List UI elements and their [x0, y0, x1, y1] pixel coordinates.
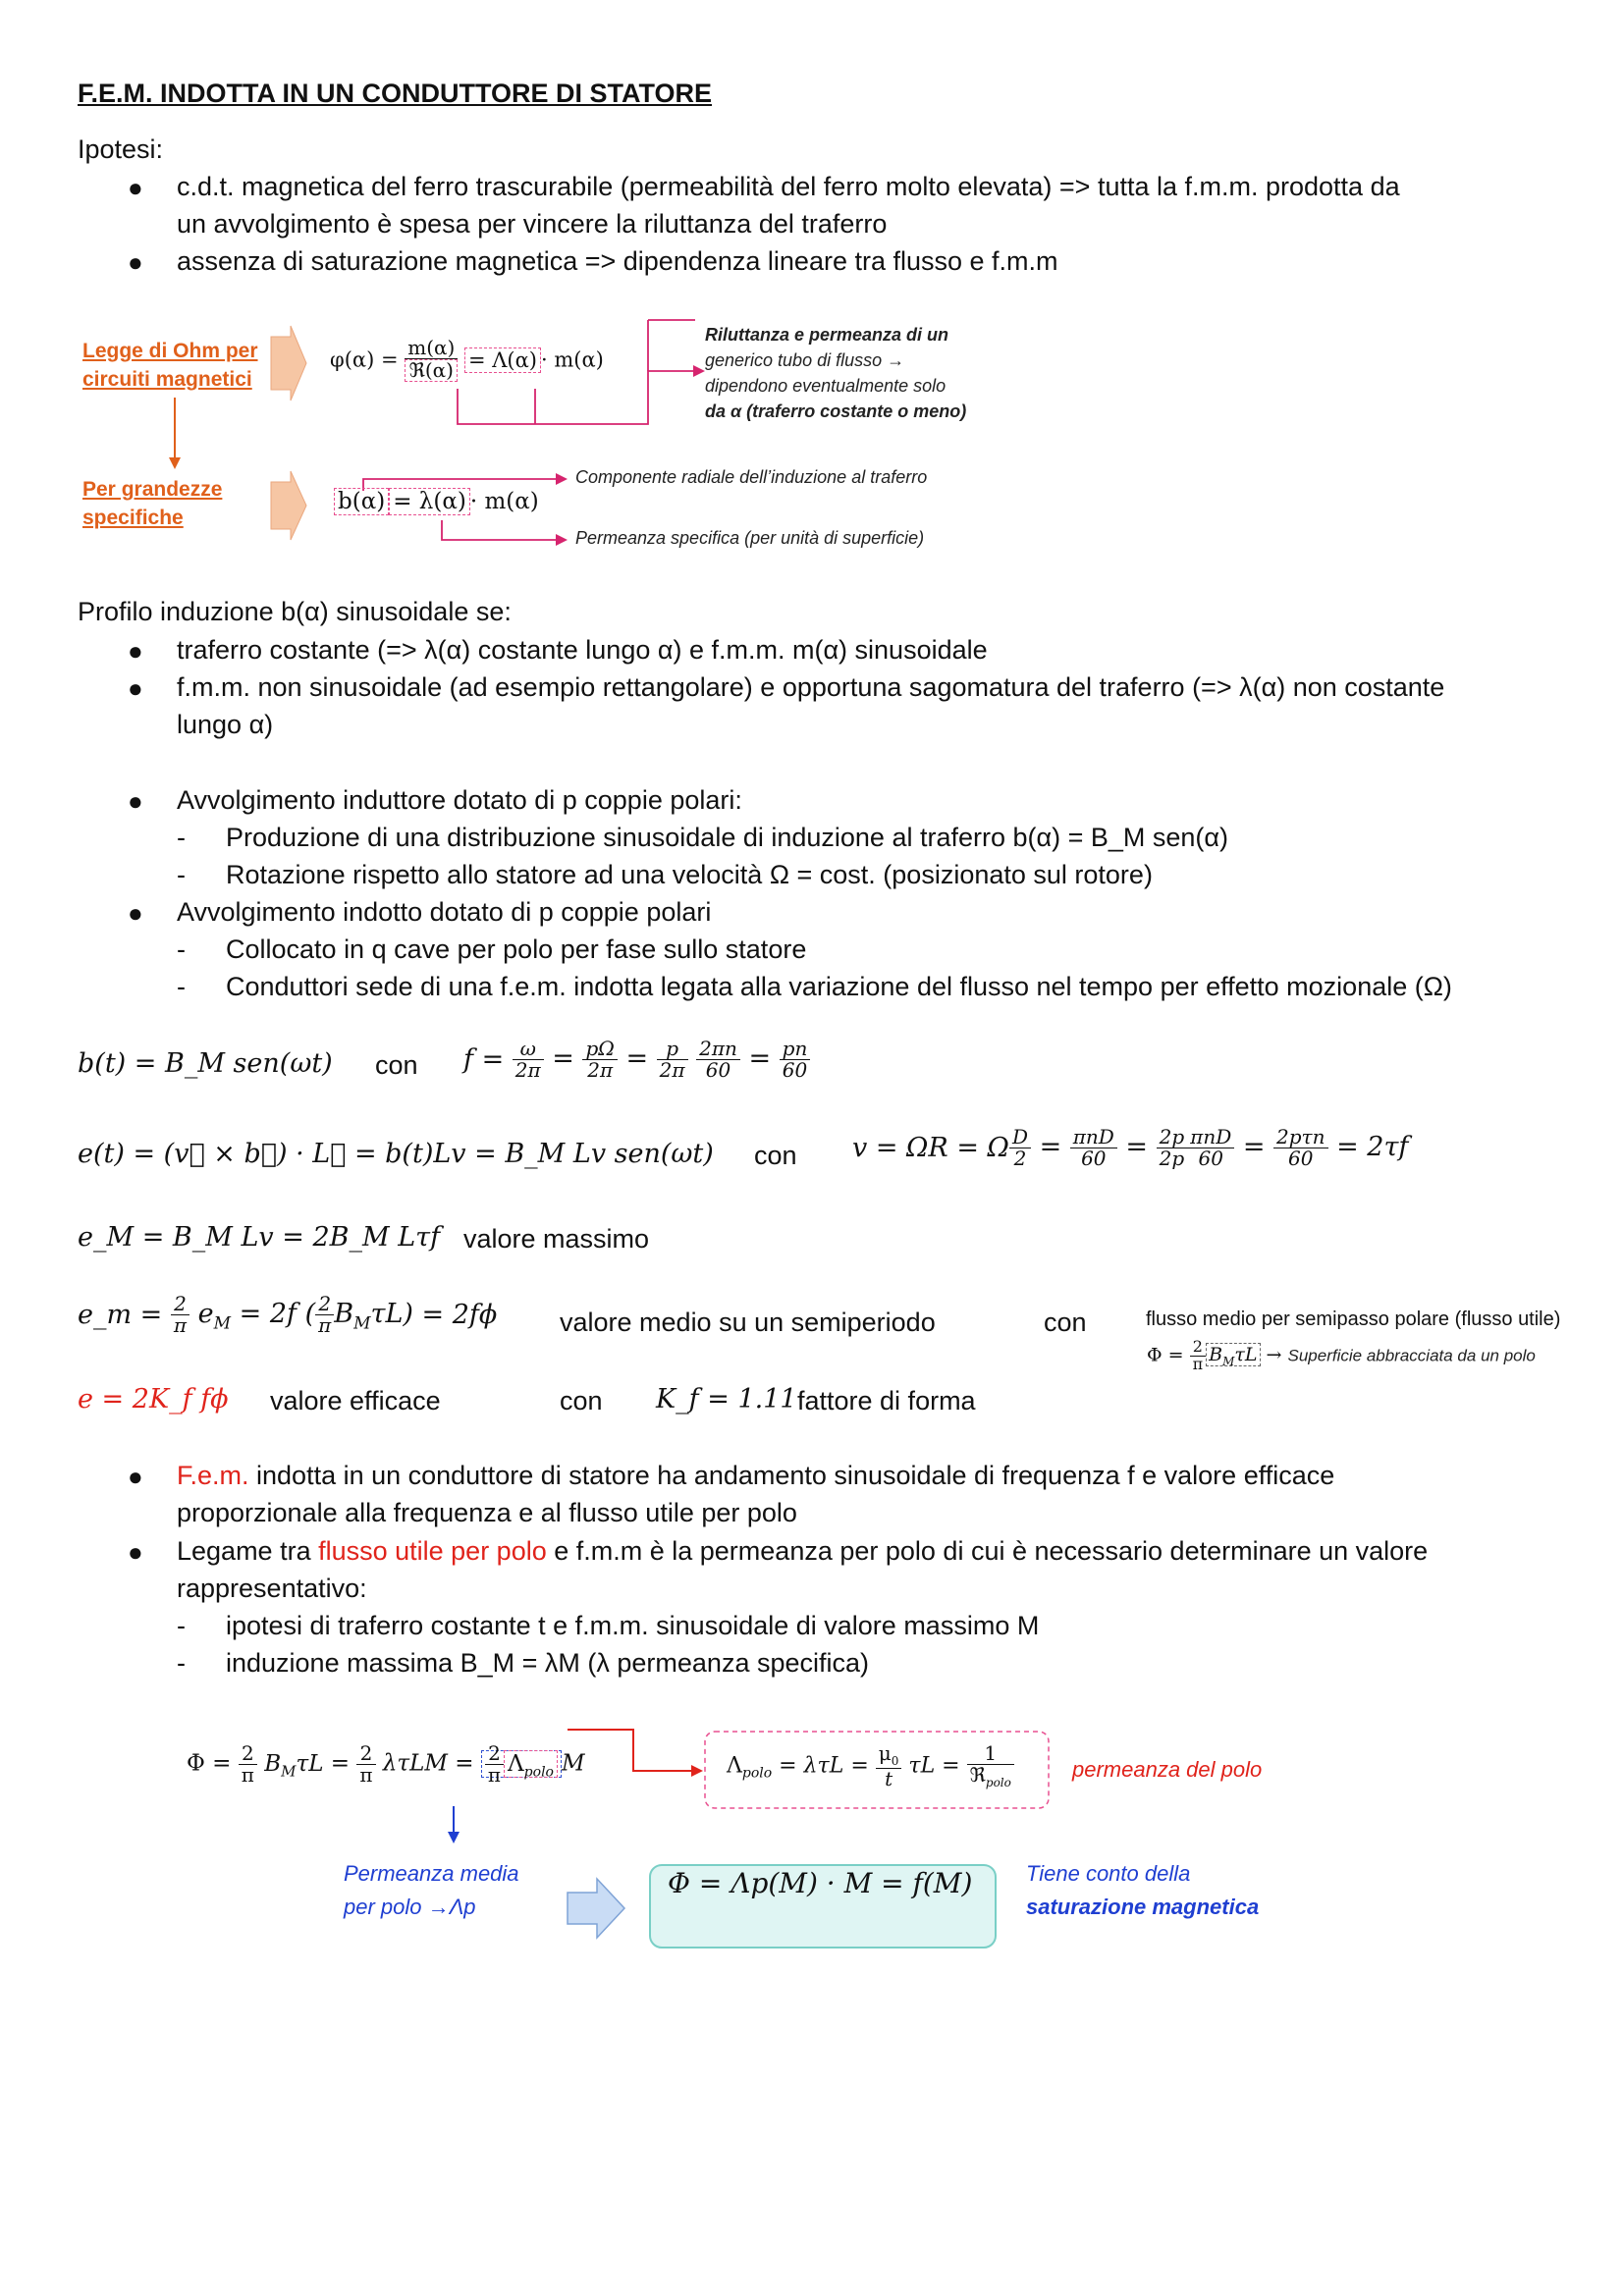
eq-phi-chain: Φ = $\frac{2}{\pi}$ $B_M\tau L$ = $\frac{2}{\pi}$ λτLM = $\frac{2}{\pi}$ $\Lambda_{polo}$ M — [187, 1741, 585, 1787]
conclusion-sub-1: ipotesi di traferro costante t e f.m.m. sinusoidale di valore massimo M — [226, 1611, 1040, 1640]
arrow-down-icon — [448, 1832, 460, 1843]
eq-et: e(t) = (v⃗ × b⃗) · L⃗ = b(t)Lv = B_M Lv sen(ωt) — [78, 1139, 714, 1169]
bullet-icon: ● — [128, 1462, 143, 1491]
page-title: F.E.M. INDOTTA IN UN CONDUTTORE DI STATORE — [78, 79, 712, 108]
bullet-icon: ● — [128, 898, 143, 928]
eq-em: e_m = $\frac{2}{\pi}$ $e_M = 2f$ ( $\frac{2}{\pi}$ $B_M\tau L) = 2f\phi$ — [78, 1292, 498, 1337]
perm-media-label: Permeanza media per polo →Λp — [344, 1861, 519, 1919]
bullet-icon: ● — [128, 636, 143, 666]
indotto-heading: Avvolgimento indotto dotato di p coppie polari — [177, 897, 712, 927]
con-label: con — [1044, 1308, 1087, 1337]
arrow-right-icon — [556, 534, 568, 546]
bullet-icon: ● — [128, 673, 143, 703]
diagram-ohm-graphics — [0, 0, 1623, 589]
flux-label: flusso medio per semipasso polare (flusso utile) — [1146, 1308, 1561, 1330]
arrow-right-icon — [691, 1765, 703, 1777]
flux-equation: Φ = $\frac{2}{\pi}$ $B_M\tau L$ → Superficie abbracciata da un polo — [1147, 1337, 1536, 1373]
arrow-right-icon — [568, 1879, 624, 1938]
profilo-item-2: f.m.m. non sinusoidale (ad esempio rettangolare) e opportuna sagomatura del traferro (=> λ(α) non costante — [177, 672, 1445, 702]
connector-line — [568, 1730, 695, 1771]
eq-e-efficace: e = 2K_f fϕ — [78, 1384, 229, 1415]
ipotesi-label: Ipotesi: — [78, 134, 164, 164]
arrow-right-icon — [271, 326, 306, 400]
ohm-equation: φ(α) = $\frac{m(\alpha)}{\text{ℜ(α)}}$ = Λ(α) · m(α) — [330, 336, 604, 382]
eq-frequency: f = $\frac{\omega}{2\pi}$ = $\frac{p\Omega}{2\pi}$ = $\frac{p}{2\pi}$ $\frac{2\pi n}{60}$ = $\frac{pn}{60}$ — [463, 1039, 810, 1081]
note-permeanza: Permeanza specifica (per unità di superficie) — [575, 528, 925, 548]
kf-label: fattore di forma — [797, 1386, 976, 1415]
bullet-icon: ● — [128, 1537, 143, 1567]
conclusion-2-cont: rappresentativo: — [177, 1574, 367, 1603]
eq-kf: K_f = 1.11 — [656, 1384, 797, 1415]
note-riluttanza: Riluttanza e permeanza di un generico tubo di flusso → dipendono eventualmente solo da α (traferro costante o meno) — [705, 325, 967, 421]
indotto-sub-2: Conduttori sede di una f.e.m. indotta legata alla variazione del flusso nel tempo per effetto mozionale (Ω) — [226, 972, 1452, 1001]
bullet-icon: ● — [128, 786, 143, 816]
eq-eM: e_M = B_M Lv = 2B_M Lτf — [78, 1222, 441, 1253]
induttore-sub-2: Rotazione rispetto allo statore ad una velocità Ω = cost. (posizionato sul rotore) — [226, 860, 1153, 889]
ipotesi-item-1: c.d.t. magnetica del ferro trascurabile (permeabilità del ferro molto elevata) => tutta la f.m.m. prodotta da — [177, 172, 1400, 201]
conclusion-sub-2: induzione massima B_M = λM (λ permeanza specifica) — [226, 1648, 870, 1678]
bullet-icon: ● — [128, 247, 143, 277]
conclusion-2: Legame tra flusso utile per polo e f.m.m è la permeanza per polo di cui è necessario determinare un valore — [177, 1536, 1429, 1566]
induttore-sub-1: Produzione di una distribuzione sinusoidale di induzione al traferro b(α) = B_M sen(α) — [226, 823, 1229, 852]
profilo-item-2-cont: lungo α) — [177, 710, 274, 739]
label-specific: Per grandezze specifiche — [82, 478, 223, 529]
eq-bt: b(t) = B_M sen(ωt) — [78, 1048, 333, 1079]
eq-lambda-polo: $\Lambda_{polo} = \lambda\tau L$ = $\frac{\mu_0}{t}$ τL = $\frac{1}{ℜ_{polo}}$ — [727, 1743, 1014, 1789]
bullet-icon: ● — [128, 173, 143, 202]
arrow-right-icon — [556, 473, 568, 485]
arrow-down-icon — [169, 457, 181, 469]
e-eff-label: valore efficace — [270, 1386, 441, 1415]
indotto-sub-1: Collocato in q cave per polo per fase sullo statore — [226, 934, 807, 964]
arrow-right-icon — [693, 365, 705, 377]
conclusion-1: F.e.m. indotta in un conduttore di statore ha andamento sinusoidale di frequenza f e valore efficace — [177, 1461, 1335, 1490]
saturation-label: Tiene conto della saturazione magnetica — [1026, 1861, 1260, 1919]
ipotesi-item-1-cont: un avvolgimento è spesa per vincere la riluttanza del traferro — [177, 209, 888, 239]
eM-label: valore massimo — [463, 1224, 650, 1254]
specific-equation: b(α) = λ(α) · m(α) — [334, 489, 539, 514]
con-label: con — [560, 1386, 603, 1415]
label-ohm: Legge di Ohm per circuiti magnetici — [82, 340, 258, 391]
perm-polo-label: permeanza del polo — [1072, 1757, 1263, 1782]
note-radiale: Componente radiale dell’induzione al traferro — [575, 467, 928, 487]
arrow-right-icon — [271, 471, 306, 540]
eq-final: Φ = Λp(M) · M = f(M) — [668, 1867, 973, 1899]
conclusion-1-cont: proporzionale alla frequenza e al flusso utile per polo — [177, 1498, 797, 1527]
ipotesi-item-2: assenza di saturazione magnetica => dipendenza lineare tra flusso e f.m.m — [177, 246, 1058, 276]
diagram-permeanza-graphics — [0, 1669, 1623, 1963]
induttore-heading: Avvolgimento induttore dotato di p coppie polari: — [177, 785, 742, 815]
em-label: valore medio su un semiperiodo — [560, 1308, 936, 1337]
con-label: con — [754, 1141, 797, 1170]
profilo-heading: Profilo induzione b(α) sinusoidale se: — [78, 597, 512, 626]
profilo-item-1: traferro costante (=> λ(α) costante lungo α) e f.m.m. m(α) sinusoidale — [177, 635, 988, 665]
eq-velocity: v = ΩR = Ω $\frac{D}{2}$ = $\frac{\text{πnD}}{60}$ = $\frac{2p}{2p}$ $\frac{\text{πnD}}{60}$ = $\frac{\text{2pτn}}{60}$ = 2τf — [852, 1125, 1409, 1170]
con-label: con — [375, 1050, 418, 1080]
